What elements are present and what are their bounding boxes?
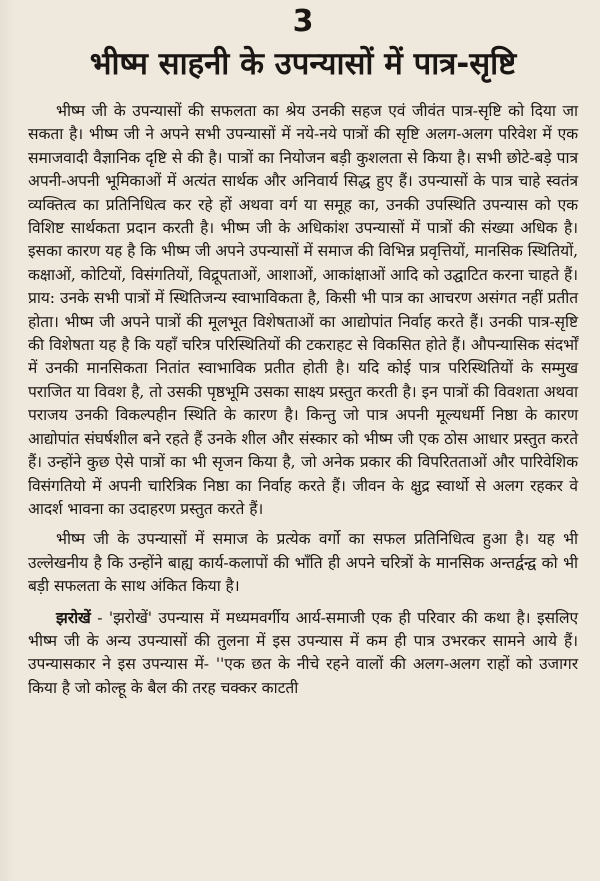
- chapter-title: भीष्म साहनी के उपन्यासों में पात्र-सृष्टि: [89, 46, 517, 82]
- jharokhe-heading: झरोखें: [56, 607, 91, 627]
- paragraph-character-creation: भीष्म जी के उपन्यासों की सफलता का श्रेय उनकी सहज एवं जीवंत पात्र-सृष्टि को दिया जा सकता है। भीष्म जी ने अपने सभी उपन्यासों में नये-नये पात्रों की सृष्टि अलग-अलग परिवेश में एक समाजवादी वैज्ञानिक दृष्टि से की है। पात्रों का नियोजन बड़ी कुशलता से किया है। सभी छोटे-बड़े पात्र अपनी-अपनी भूमिकाओं में अत्यंत सार्थक और अनिवार्य सिद्ध हुए हैं। उपन्यासों के पात्र चाहे स्वतंत्र व्यक्तित्व का प्रतिनिधित्व कर रहे हों अथवा वर्ग या समूह का, उनकी उपस्थिति उपन्यास को एक विशिष्ट सार्थकता प्रदान करती है। भीष्म जी के अधिकांश उपन्यासों में पात्रों की संख्या अधिक है। इसका कारण यह है कि भीष्म जी अपने उपन्यासों में समाज की विभिन्न प्रवृत्तियों, मानसिक स्थितियों, कक्षाओं, कोटियों, विसंगतियों, विद्रूपताओं, आशाओं, आकांक्षाओं आदि को उद्घाटित करना चाहते हैं। प्राय: उनके सभी पात्रों में स्थितिजन्य स्वाभाविकता है, किसी भी पात्र का आचरण असंगत नहीं प्रतीत होता। भीष्म जी अपने पात्रों की मूलभूत विशेषताओं का आद्योपांत निर्वाह करते हैं। उनकी पात्र-सृष्टि की विशेषता यह है कि यहाँ चरित्र परिस्थितियों की टकराहट से विकसित होते हैं। औपन्यासिक संदर्भों में उनकी मानसिकता नितांत स्वाभाविक प्रतीत होती है। यदि कोई पात्र परिस्थितियों के सम्मुख पराजित या विवश है, तो उसकी पृष्ठभूमि उसका साक्ष्य प्रस्तुत करती है। इन पात्रों की विवशता अथवा पराजय उनकी विकल्पहीन स्थिति के कारण है। किन्तु जो पात्र अपनी मूल्यधर्मी निष्ठा के कारण आद्योपांत संघर्षशील बने रहते हैं उनके शील और संस्कार को भीष्म जी एक ठोस आधार प्रस्तुत करते हैं। उन्होंने कुछ ऐसे पात्रों का भी सृजन किया है, जो अनेक प्रकार की विपरितताओं और पारिवेशिक विसंगतियो में अपनी चारित्रिक निष्ठा का निर्वाह करते हैं। जीवन के क्षुद्र स्वार्थो से अलग रहकर वे आदर्श भावना का उदाहरण प्रस्तुत करते हैं।: [28, 102, 578, 518]
- paragraph-social-representation: भीष्म जी के उपन्यासों में समाज के प्रत्येक वर्गो का सफल प्रतिनिधित्व हुआ है। यह भी उल्लेखनीय है कि उन्होंने बाह्य कार्य-कलापों की भाँति ही अपने चरित्रों के मानसिक अन्तर्द्वन्द्व को भी बड़ी सफलता के साथ अंकित किया है।: [28, 530, 578, 596]
- paragraph-jharokhe: [28, 606, 578, 701]
- jharokhe-text: - 'झरोखें' उपन्यास में मध्यमवर्गीय आर्य-समाजी एक ही परिवार की कथा है। इसलिए भीष्म जी के अन्य उपन्यासों की तुलना में इस उपन्यास में कम ही पात्र उभरकर सामने आये हैं। उपन्यासकार ने इस उपन्यास में- ''एक छत के नीचे रहने वालों की अलग-अलग राहों को उजागर किया है जो कोल्हू के बैल की तरह चक्कर काटती: [28, 608, 578, 697]
- chapter-number: 3: [292, 4, 314, 39]
